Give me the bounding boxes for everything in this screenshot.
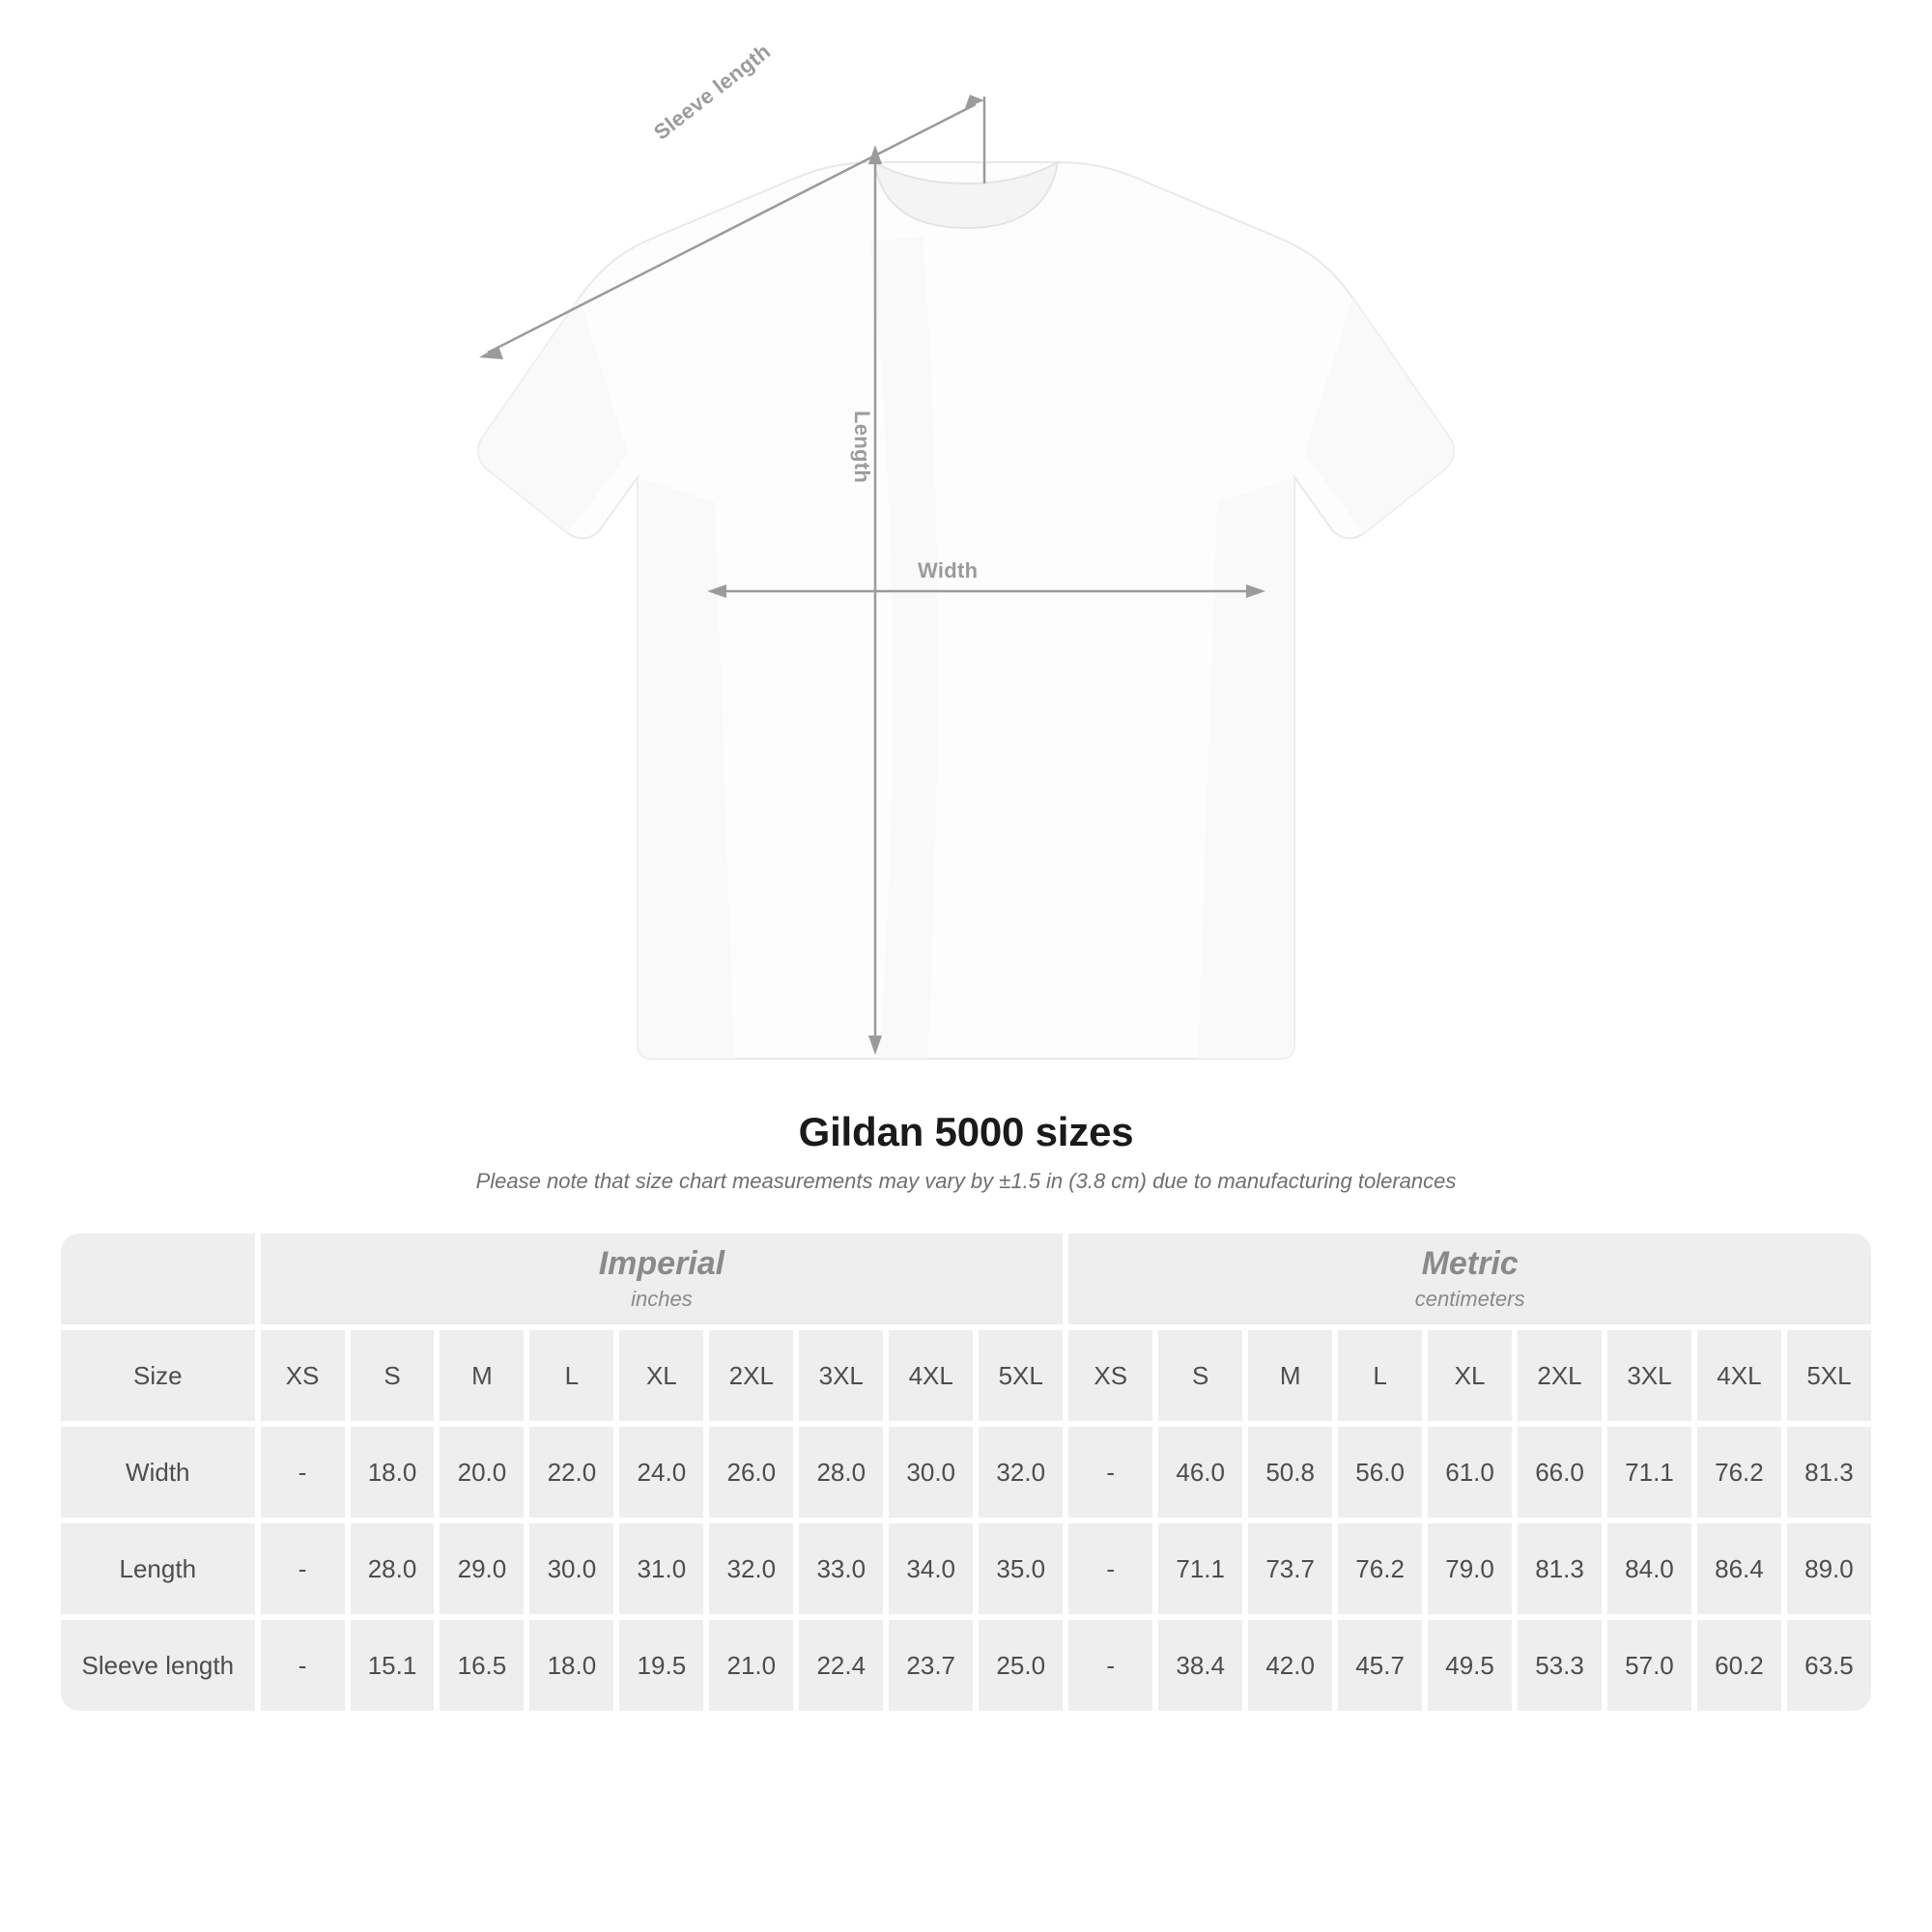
size-header-imperial-3xl: 3XL [796, 1327, 886, 1424]
cell-width-metric-xs: - [1065, 1424, 1155, 1520]
cell-width-imperial-l: 22.0 [526, 1424, 616, 1520]
cell-width-metric-3xl: 71.1 [1605, 1424, 1694, 1520]
cell-sleeve-metric-xl: 49.5 [1425, 1617, 1515, 1714]
cell-length-metric-xs: - [1065, 1520, 1155, 1617]
length-label: Length [850, 411, 874, 484]
tolerance-note: Please note that size chart measurements may vary by ±1.5 in (3.8 cm) due to manufacturing tolerances [475, 1169, 1457, 1193]
cell-sleeve-metric-m: 42.0 [1245, 1617, 1335, 1714]
cell-width-metric-5xl: 81.3 [1784, 1424, 1874, 1520]
tshirt-shape [478, 162, 1454, 1059]
cell-width-imperial-5xl: 32.0 [976, 1424, 1065, 1520]
size-header-imperial-xs: XS [258, 1327, 348, 1424]
unit-sub-metric: centimeters [1414, 1286, 1525, 1311]
cell-width-imperial-4xl: 30.0 [886, 1424, 976, 1520]
row-label-sleeve-length: Sleeve length [58, 1617, 258, 1714]
unit-header-metric [1065, 1231, 1874, 1327]
cell-sleeve-metric-xs: - [1065, 1617, 1155, 1714]
cell-length-imperial-m: 29.0 [437, 1520, 526, 1617]
cell-length-metric-5xl: 89.0 [1784, 1520, 1874, 1617]
cell-sleeve-imperial-5xl: 25.0 [976, 1617, 1065, 1714]
cell-sleeve-metric-3xl: 57.0 [1605, 1617, 1694, 1714]
cell-length-imperial-s: 28.0 [348, 1520, 438, 1617]
size-header-metric-s: S [1155, 1327, 1245, 1424]
cell-length-metric-l: 76.2 [1335, 1520, 1425, 1617]
cell-length-metric-4xl: 86.4 [1694, 1520, 1784, 1617]
cell-length-imperial-3xl: 33.0 [796, 1520, 886, 1617]
cell-width-imperial-xl: 24.0 [616, 1424, 706, 1520]
cell-width-metric-2xl: 66.0 [1515, 1424, 1605, 1520]
cell-width-metric-m: 50.8 [1245, 1424, 1335, 1520]
size-header-metric-3xl: 3XL [1605, 1327, 1694, 1424]
cell-length-imperial-xl: 31.0 [616, 1520, 706, 1617]
size-column-label: Size [58, 1327, 258, 1424]
size-header-imperial-m: M [437, 1327, 526, 1424]
size-header-metric-5xl: 5XL [1784, 1327, 1874, 1424]
width-label: Width [918, 558, 979, 582]
table-row [58, 1520, 1874, 1617]
size-table-wrapper [58, 1231, 1874, 1714]
cell-sleeve-metric-s: 38.4 [1155, 1617, 1245, 1714]
cell-sleeve-imperial-s: 15.1 [348, 1617, 438, 1714]
unit-header-imperial [258, 1231, 1066, 1327]
size-header-imperial-l: L [526, 1327, 616, 1424]
title-block [0, 1109, 1932, 1194]
cell-length-metric-s: 71.1 [1155, 1520, 1245, 1617]
cell-length-imperial-4xl: 34.0 [886, 1520, 976, 1617]
cell-sleeve-imperial-xl: 19.5 [616, 1617, 706, 1714]
size-header-metric-2xl: 2XL [1515, 1327, 1605, 1424]
sleeve-length-label: Sleeve length [649, 39, 776, 145]
cell-sleeve-metric-2xl: 53.3 [1515, 1617, 1605, 1714]
cell-width-imperial-xs: - [258, 1424, 348, 1520]
size-header-imperial-2xl: 2XL [706, 1327, 796, 1424]
unit-name-imperial: Imperial [598, 1245, 725, 1283]
unit-header-row [58, 1231, 1874, 1327]
size-table [58, 1231, 1874, 1714]
row-label-length: Length [58, 1520, 258, 1617]
size-header-metric-4xl: 4XL [1694, 1327, 1784, 1424]
cell-width-imperial-m: 20.0 [437, 1424, 526, 1520]
row-label-width: Width [58, 1424, 258, 1520]
cell-sleeve-imperial-m: 16.5 [437, 1617, 526, 1714]
cell-width-metric-xl: 61.0 [1425, 1424, 1515, 1520]
size-header-imperial-5xl: 5XL [976, 1327, 1065, 1424]
unit-sub-imperial: inches [631, 1286, 693, 1311]
cell-length-metric-3xl: 84.0 [1605, 1520, 1694, 1617]
cell-length-metric-2xl: 81.3 [1515, 1520, 1605, 1617]
unit-header-blank [58, 1231, 258, 1327]
size-header-imperial-s: S [348, 1327, 438, 1424]
page-title: Gildan 5000 sizes [798, 1109, 1134, 1154]
unit-name-metric: Metric [1421, 1245, 1519, 1283]
cell-length-imperial-5xl: 35.0 [976, 1520, 1065, 1617]
cell-length-metric-m: 73.7 [1245, 1520, 1335, 1617]
cell-length-imperial-l: 30.0 [526, 1520, 616, 1617]
size-header-metric-l: L [1335, 1327, 1425, 1424]
cell-width-metric-l: 56.0 [1335, 1424, 1425, 1520]
cell-sleeve-imperial-l: 18.0 [526, 1617, 616, 1714]
cell-length-imperial-xs: - [258, 1520, 348, 1617]
size-header-metric-xl: XL [1425, 1327, 1515, 1424]
cell-length-metric-xl: 79.0 [1425, 1520, 1515, 1617]
size-header-imperial-4xl: 4XL [886, 1327, 976, 1424]
cell-sleeve-metric-5xl: 63.5 [1784, 1617, 1874, 1714]
size-header-row [58, 1327, 1874, 1424]
cell-sleeve-imperial-3xl: 22.4 [796, 1617, 886, 1714]
cell-sleeve-metric-l: 45.7 [1335, 1617, 1425, 1714]
size-header-metric-m: M [1245, 1327, 1335, 1424]
cell-length-imperial-2xl: 32.0 [706, 1520, 796, 1617]
cell-sleeve-metric-4xl: 60.2 [1694, 1617, 1784, 1714]
table-row [58, 1617, 1874, 1714]
cell-sleeve-imperial-2xl: 21.0 [706, 1617, 796, 1714]
cell-width-imperial-s: 18.0 [348, 1424, 438, 1520]
cell-sleeve-imperial-4xl: 23.7 [886, 1617, 976, 1714]
table-row [58, 1424, 1874, 1520]
size-header-metric-xs: XS [1065, 1327, 1155, 1424]
cell-width-imperial-2xl: 26.0 [706, 1424, 796, 1520]
size-header-imperial-xl: XL [616, 1327, 706, 1424]
cell-sleeve-imperial-xs: - [258, 1617, 348, 1714]
cell-width-metric-4xl: 76.2 [1694, 1424, 1784, 1520]
cell-width-imperial-3xl: 28.0 [796, 1424, 886, 1520]
cell-width-metric-s: 46.0 [1155, 1424, 1245, 1520]
